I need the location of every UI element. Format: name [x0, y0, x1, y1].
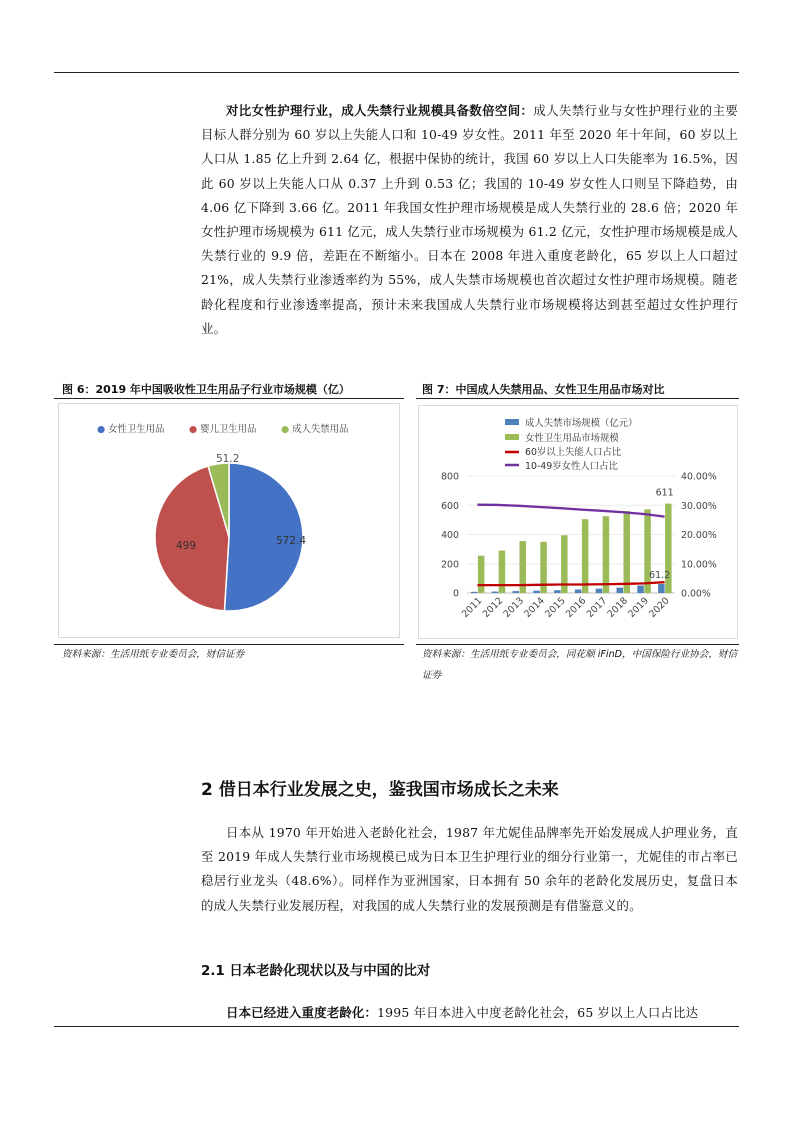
fig7-title: 图 7：中国成人失禁用品、女性卫生用品市场对比 — [422, 383, 665, 396]
bar-female-2012 — [499, 551, 506, 593]
bar-female-2017 — [603, 516, 610, 593]
data-label-611: 611 — [655, 487, 674, 499]
fig7-title-rule — [416, 398, 739, 399]
bar-adult-2011 — [471, 592, 478, 593]
bar-female-2018 — [624, 511, 631, 593]
x-tick-2011: 2011 — [459, 595, 485, 620]
line-women-share — [477, 505, 664, 517]
y-right-tick: 40.00% — [681, 471, 717, 483]
y-left-tick: 0 — [453, 588, 459, 600]
bar-adult-2019 — [637, 586, 644, 593]
fig7-legend-women: 10-49岁女性人口占比 — [525, 461, 618, 472]
bar-female-2011 — [478, 556, 485, 593]
fig6-legend-female: ● 女性卫生用品 — [97, 424, 165, 435]
bar-adult-2013 — [513, 591, 520, 593]
fig6-pie — [59, 404, 399, 637]
x-tick-2014: 2014 — [522, 595, 547, 620]
section-2-paragraph: 日本从 1970 年开始进入老龄化社会，1987 年尤妮佳品牌率先开始发展成人护理业务，直至 2019 年成人失禁行业市场规模已成为日本卫生护理行业的细分行业第一，尤妮佳的市占率已稳居行业龙头（48.6%）。同样作为亚洲国家，日本拥有 50 余年的老龄化发展历史，复盘日本的成人失禁行业发展历程，对我国的成人失禁行业的发展预测是有借鉴意义的。 — [201, 825, 738, 913]
intro-lead: 对比女性护理行业，成人失禁行业规模具备数倍空间： — [226, 103, 534, 118]
x-tick-2019: 2019 — [626, 595, 651, 620]
section-2-1-paragraph — [201, 1001, 738, 1025]
fig7-legend-disabled: 60岁以上失能人口占比 — [525, 447, 622, 458]
section-2-1-lead: 日本已经进入重度老龄化： — [226, 1005, 378, 1020]
y-left-tick: 400 — [441, 530, 459, 541]
fig6-title: 图 6：2019 年中国吸收性卫生用品子行业市场规模（亿） — [62, 383, 350, 396]
x-tick-2020: 2020 — [647, 595, 672, 620]
fig6-legend-baby: ● 婴儿卫生用品 — [189, 424, 257, 435]
fig7-legend-female: 女性卫生用品市场规模 — [525, 433, 619, 444]
section-2-1-body: 1995 年日本进入中度老龄化社会，65 岁以上人口占比达 — [377, 1005, 699, 1020]
y-right-tick: 20.00% — [681, 530, 717, 541]
y-right-tick: 10.00% — [681, 559, 717, 571]
bar-adult-2017 — [596, 589, 603, 593]
fig7-legend-adult: 成人失禁市场规模（亿元） — [525, 418, 638, 429]
fig7-chart — [418, 405, 738, 639]
y-right-tick: 30.00% — [681, 500, 717, 512]
footer-rule — [54, 1026, 739, 1027]
y-left-tick: 600 — [441, 500, 459, 512]
fig7-legend-swatch-female — [505, 434, 519, 440]
fig7-legend-swatch-adult — [505, 419, 519, 425]
intro-paragraph — [201, 99, 738, 341]
bar-adult-2014 — [533, 591, 540, 593]
pie-label-0: 572.4 — [276, 535, 307, 547]
section-2-1-heading: 2.1 日本老龄化现状以及与中国的比对 — [201, 964, 431, 979]
x-tick-2012: 2012 — [480, 595, 506, 620]
y-right-tick: 0.00% — [681, 588, 711, 600]
fig6-legend-adult: ● 成人失禁用品 — [281, 424, 349, 435]
x-tick-2016: 2016 — [563, 595, 589, 620]
fig7-combo-chart — [419, 406, 737, 638]
bar-adult-2015 — [554, 590, 561, 593]
fig6-legend-adult-label: 成人失禁用品 — [292, 424, 349, 435]
x-tick-2018: 2018 — [605, 595, 631, 620]
intro-body: 成人失禁行业与女性护理行业的主要目标人群分别为 60 岁以上失能人口和 10-49 岁女性。2011 年至 2020 年十年间，60 岁以上人口从 1.85 亿上升到 2.64 亿，根据中保协的统计，我国 60 岁以上人口失能率为 16.5%，因此 60 岁以上失能人口从 0.37 上升到 0.53 亿；我国的 10-49 岁女性人口则呈下降趋势，由 4.06 亿下降到 3.66 亿。2011 年我国女性护理市场规模是成人失禁行业的 28.6 倍；2020 年女性护理市场规模为 611 亿元，成人失禁行业市场规模为 61.2 亿元，女性护理市场规模是成人失禁行业的 9.9 倍，差距在不断缩小。日本在 2008 年进入重度老龄化，65 岁以上人口超过 21%，成人失禁行业渗透率约为 55%，成人失禁市场规模也首次超过女性护理市场规模。随老龄化程度和行业渗透率提高，预计未来我国成人失禁行业市场规模将达到甚至超过女性护理行业。 — [201, 103, 738, 336]
fig6-legend-baby-label: 婴儿卫生用品 — [200, 424, 257, 435]
bar-female-2016 — [582, 519, 589, 593]
x-tick-2017: 2017 — [584, 595, 610, 620]
fig6-chart — [58, 403, 400, 638]
bar-adult-2012 — [492, 592, 499, 593]
fig6-title-rule — [54, 398, 404, 399]
header-rule — [54, 72, 739, 73]
bar-adult-2020 — [658, 584, 665, 593]
bar-adult-2016 — [575, 589, 582, 593]
bar-adult-2018 — [617, 588, 624, 593]
data-label-61.2: 61.2 — [649, 570, 671, 582]
pie-label-2: 51.2 — [216, 453, 240, 465]
fig6-legend-female-label: 女性卫生用品 — [108, 424, 165, 435]
x-tick-2013: 2013 — [501, 595, 527, 620]
line-disabled-share — [477, 582, 664, 585]
pie-label-1: 499 — [176, 540, 197, 552]
y-left-tick: 800 — [441, 471, 459, 483]
section-2-heading: 2 借日本行业发展之史，鉴我国市场成长之未来 — [201, 780, 559, 800]
x-tick-2015: 2015 — [543, 595, 568, 620]
fig6-source: 资料来源：生活用纸专业委员会，财信证券 — [62, 649, 245, 660]
y-left-tick: 200 — [441, 559, 459, 571]
fig7-source: 资料来源：生活用纸专业委员会，同花顺 iFinD，中国保险行业协会，财信证券 — [422, 649, 738, 681]
